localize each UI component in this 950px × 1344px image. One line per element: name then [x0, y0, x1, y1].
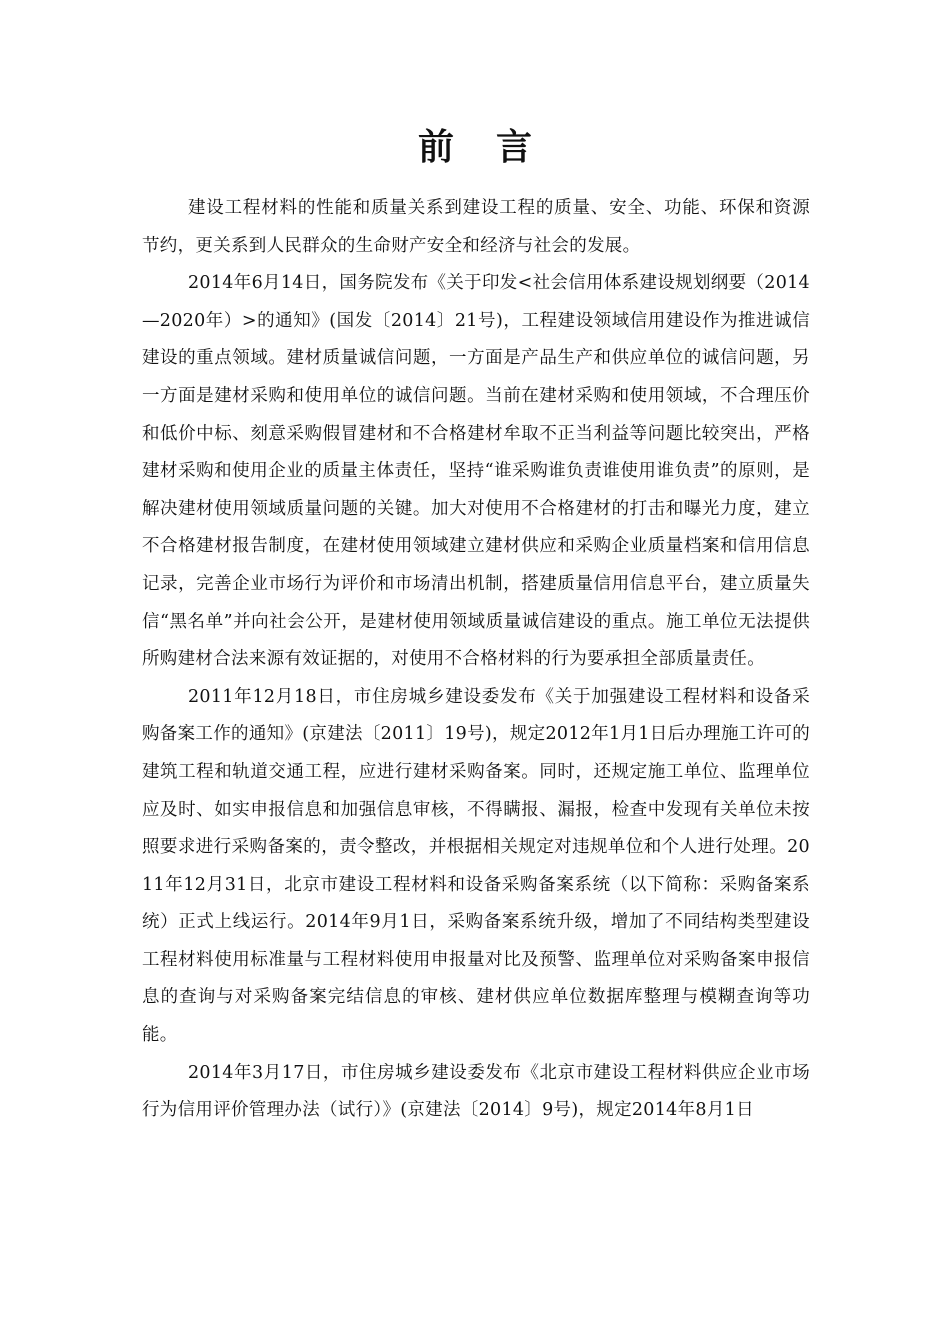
page-title: 前言 [417, 126, 574, 168]
paragraph: 建设工程材料的性能和质量关系到建设工程的质量、安全、功能、环保和资源节约，更关系到人民群众的生命财产安全和经济与社会的发展。 [142, 198, 810, 256]
paragraph: 2014年3月17日，市住房城乡建设委发布《北京市建设工程材料供应企业市场行为信用评价管理办法（试行）》(京建法〔2014〕9号)，规定2014年8月1日 [142, 1062, 810, 1121]
paragraph: 2014年6月14日，国务院发布《关于印发<社会信用体系建设规划纲要（2014—2020年）>的通知》(国发〔2014〕21号)，工程建设领域信用建设作为推进诚信建设的重点领域。建材质量诚信问题，一方面是产品生产和供应单位的诚信问题，另一方面是建材采购和使用单位的诚信问题。当前在建材采购和使用领域，不合理压价和低价中标、刻意采购假冒建材和不合格建材牟取不正当利益等问题比较突出，严格建材采购和使用企业的质量主体责任，坚持“谁采购谁负责谁使用谁负责”的原则，是解决建材使用领域质量问题的关键。加大对使用不合格建材的打击和曝光力度，建立不合格建材报告制度，在建材使用领域建立建材供应和采购企业质量档案和信用信息记录，完善企业市场行为评价和市场清出机制，搭建质量信用信息平台，建立质量失信“黑名单”并向社会公开，是建材使用领域质量诚信建设的重点。施工单位无法提供所购建材合法来源有效证据的，对使用不合格材料的行为要承担全部质量责任。 [142, 273, 810, 670]
paragraph: 2011年12月18日，市住房城乡建设委发布《关于加强建设工程材料和设备采购备案工作的通知》(京建法〔2011〕19号)，规定2012年1月1日后办理施工许可的建筑工程和轨道交通工程，应进行建材采购备案。同时，还规定施工单位、监理单位应及时、如实申报信息和加强信息审核，不得瞒报、漏报，检查中发现有关单位未按照要求进行采购备案的，责令整改，并根据相关规定对违规单位和个人进行处理。2011年12月31日，北京市建设工程材料和设备采购备案系统（以下简称：采购备案系统）正式上线运行。2014年9月1日，采购备案系统升级，增加了不同结构类型建设工程材料使用标准量与工程材料使用申报量对比及预警、监理单位对采购备案申报信息的查询与对采购备案完结信息的审核、建材供应单位数据库整理与模糊查询等功能。 [142, 686, 810, 1046]
document-body [142, 190, 810, 1130]
